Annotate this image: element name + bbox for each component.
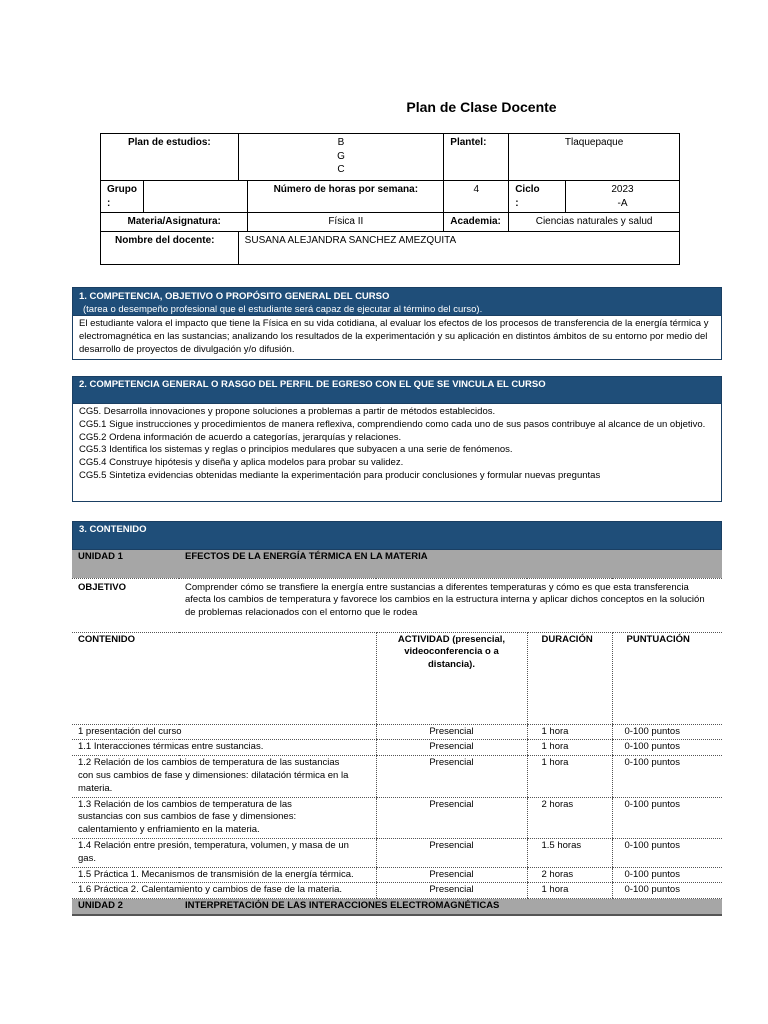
row-contenido: 1.6 Práctica 2. Calentamiento y cambios de fase de la materia. bbox=[72, 883, 376, 899]
row-duracion: 1.5 horas bbox=[527, 839, 612, 868]
row-actividad: Presencial bbox=[376, 756, 527, 797]
objetivo-label: OBJETIVO bbox=[72, 578, 179, 632]
row-puntuacion: 0-100 puntos bbox=[612, 883, 722, 899]
row-actividad: Presencial bbox=[376, 883, 527, 899]
row-duracion: 1 hora bbox=[527, 724, 612, 740]
row-actividad: Presencial bbox=[376, 740, 527, 756]
plan-label: Plan de estudios: bbox=[101, 134, 239, 181]
horas-label: Número de horas por semana: bbox=[248, 181, 444, 213]
plan-value: B G C bbox=[238, 134, 444, 181]
row-duracion: 1 hora bbox=[527, 740, 612, 756]
ciclo-value: 2023 -A bbox=[565, 181, 679, 213]
row-actividad: Presencial bbox=[376, 797, 527, 838]
materia-label: Materia/Asignatura: bbox=[101, 213, 248, 232]
table-row bbox=[72, 724, 722, 740]
section1-body bbox=[72, 316, 722, 360]
objetivo-text: Comprender cómo se transfiere la energía entre sustancias a diferentes temperaturas y cómo es que esta transferencia afecta los cambios de temperatura y favorece los cambios en la estructura interna y aplicar dichos conceptos en la solución de problemas relacionados con el entorno que le rodea bbox=[179, 578, 722, 632]
table-row bbox=[72, 797, 722, 838]
row-duracion: 2 horas bbox=[527, 867, 612, 883]
section2-title: 2. COMPETENCIA GENERAL O RASGO DEL PERFIL DE EGRESO CON EL QUE SE VINCULA EL CURSO bbox=[79, 379, 546, 390]
row-actividad: Presencial bbox=[376, 839, 527, 868]
table-row bbox=[72, 867, 722, 883]
section3-title: 3. CONTENIDO bbox=[79, 524, 147, 535]
unit1-label: UNIDAD 1 bbox=[72, 550, 179, 578]
section1-text: El estudiante valora el impacto que tiene la Física en su vida cotidiana, al evaluar los efectos de los procesos de transferencia de la energía térmica y electromagnética en las sustancias; analizando los resultados de la experimentación y su aplicación en distintos ámbitos de su entorno por medio del desarrollo de proyectos de divulgación y/o difusión. bbox=[79, 318, 709, 355]
row-puntuacion: 0-100 puntos bbox=[612, 867, 722, 883]
ciclo-label: Ciclo : bbox=[509, 181, 566, 213]
competencia-item: CG5.1 Sigue instrucciones y procedimientos de manera reflexiva, comprendiendo como cada uno de sus pasos contribuye al alcance de un objetivo. bbox=[79, 418, 706, 430]
materia-value: Física II bbox=[248, 213, 444, 232]
horas-value: 4 bbox=[444, 181, 509, 213]
competencia-item: CG5.2 Ordena información de acuerdo a categorías, jerarquías y relaciones. bbox=[79, 431, 402, 443]
row-contenido: 1.3 Relación de los cambios de temperatura de las sustancias con sus cambios de fase y dimensiones: calentamiento y enfriamiento en la materia. bbox=[72, 797, 376, 838]
col-puntuacion: PUNTUACIÓN bbox=[612, 632, 722, 724]
academia-value: Ciencias naturales y salud bbox=[509, 213, 680, 232]
grupo-label: Grupo : bbox=[101, 181, 144, 213]
academia-label: Academia: bbox=[444, 213, 509, 232]
section2-header bbox=[72, 376, 722, 404]
competencia-item: CG5.4 Construye hipótesis y diseña y aplica modelos para probar su validez. bbox=[79, 457, 404, 469]
competencia-item: CG5.5 Sintetiza evidencias obtenidas mediante la experimentación para producir conclusiones y formular nuevas preguntas bbox=[79, 470, 601, 482]
docente-value: SUSANA ALEJANDRA SANCHEZ AMEZQUITA bbox=[238, 232, 679, 265]
grupo-value bbox=[144, 181, 248, 213]
competencia-item: CG5.3 Identifica los sistemas y reglas o principios medulares que subyacen a una serie de fenómenos. bbox=[79, 444, 513, 456]
row-contenido: 1.1 Interacciones térmicas entre sustancias. bbox=[72, 740, 376, 756]
section3-header bbox=[72, 521, 722, 550]
docente-label: Nombre del docente: bbox=[101, 232, 239, 265]
row-contenido: 1 presentación del curso bbox=[72, 724, 376, 740]
table-row bbox=[72, 740, 722, 756]
competencia-item: CG5. Desarrolla innovaciones y propone soluciones a problemas a partir de métodos establecidos. bbox=[79, 406, 496, 417]
row-puntuacion: 0-100 puntos bbox=[612, 839, 722, 868]
row-contenido: 1.2 Relación de los cambios de temperatura de las sustancias con sus cambios de fase y dimensiones: dilatación térmica en la materia. bbox=[72, 756, 376, 797]
col-duracion: DURACIÓN bbox=[527, 632, 612, 724]
table-row bbox=[72, 839, 722, 868]
plantel-value: Tlaquepaque bbox=[509, 134, 680, 181]
row-duracion: 1 hora bbox=[527, 756, 612, 797]
section2-body bbox=[72, 404, 722, 502]
row-puntuacion: 0-100 puntos bbox=[612, 724, 722, 740]
table-row bbox=[72, 756, 722, 797]
row-puntuacion: 0-100 puntos bbox=[612, 740, 722, 756]
page-title: Plan de Clase Docente bbox=[406, 99, 557, 115]
plantel-label: Plantel: bbox=[444, 134, 509, 181]
header-table bbox=[100, 133, 680, 265]
unit2-label: UNIDAD 2 bbox=[72, 899, 179, 915]
row-actividad: Presencial bbox=[376, 724, 527, 740]
content-table bbox=[72, 550, 722, 916]
col-contenido: CONTENIDO bbox=[72, 632, 376, 724]
row-contenido: 1.5 Práctica 1. Mecanismos de transmisión de la energía térmica. bbox=[72, 867, 376, 883]
section1-subtitle: (tarea o desempeño profesional que el estudiante será capaz de ejecutar al término del curso). bbox=[83, 303, 483, 315]
unit2-title: INTERPRETACIÓN DE LAS INTERACCIONES ELECTROMAGNÉTICAS bbox=[179, 899, 722, 915]
row-contenido: 1.4 Relación entre presión, temperatura, volumen, y masa de un gas. bbox=[72, 839, 376, 868]
section1-header bbox=[72, 287, 722, 316]
section1-title: 1. COMPETENCIA, OBJETIVO O PROPÓSITO GENERAL DEL CURSO bbox=[79, 291, 390, 302]
col-actividad: ACTIVIDAD (presencial, videoconferencia o a distancia). bbox=[376, 632, 527, 724]
row-duracion: 2 horas bbox=[527, 797, 612, 838]
row-puntuacion: 0-100 puntos bbox=[612, 756, 722, 797]
row-actividad: Presencial bbox=[376, 867, 527, 883]
table-row bbox=[72, 883, 722, 899]
unit1-title: EFECTOS DE LA ENERGÍA TÉRMICA EN LA MATERIA bbox=[179, 550, 722, 578]
row-duracion: 1 hora bbox=[527, 883, 612, 899]
row-puntuacion: 0-100 puntos bbox=[612, 797, 722, 838]
